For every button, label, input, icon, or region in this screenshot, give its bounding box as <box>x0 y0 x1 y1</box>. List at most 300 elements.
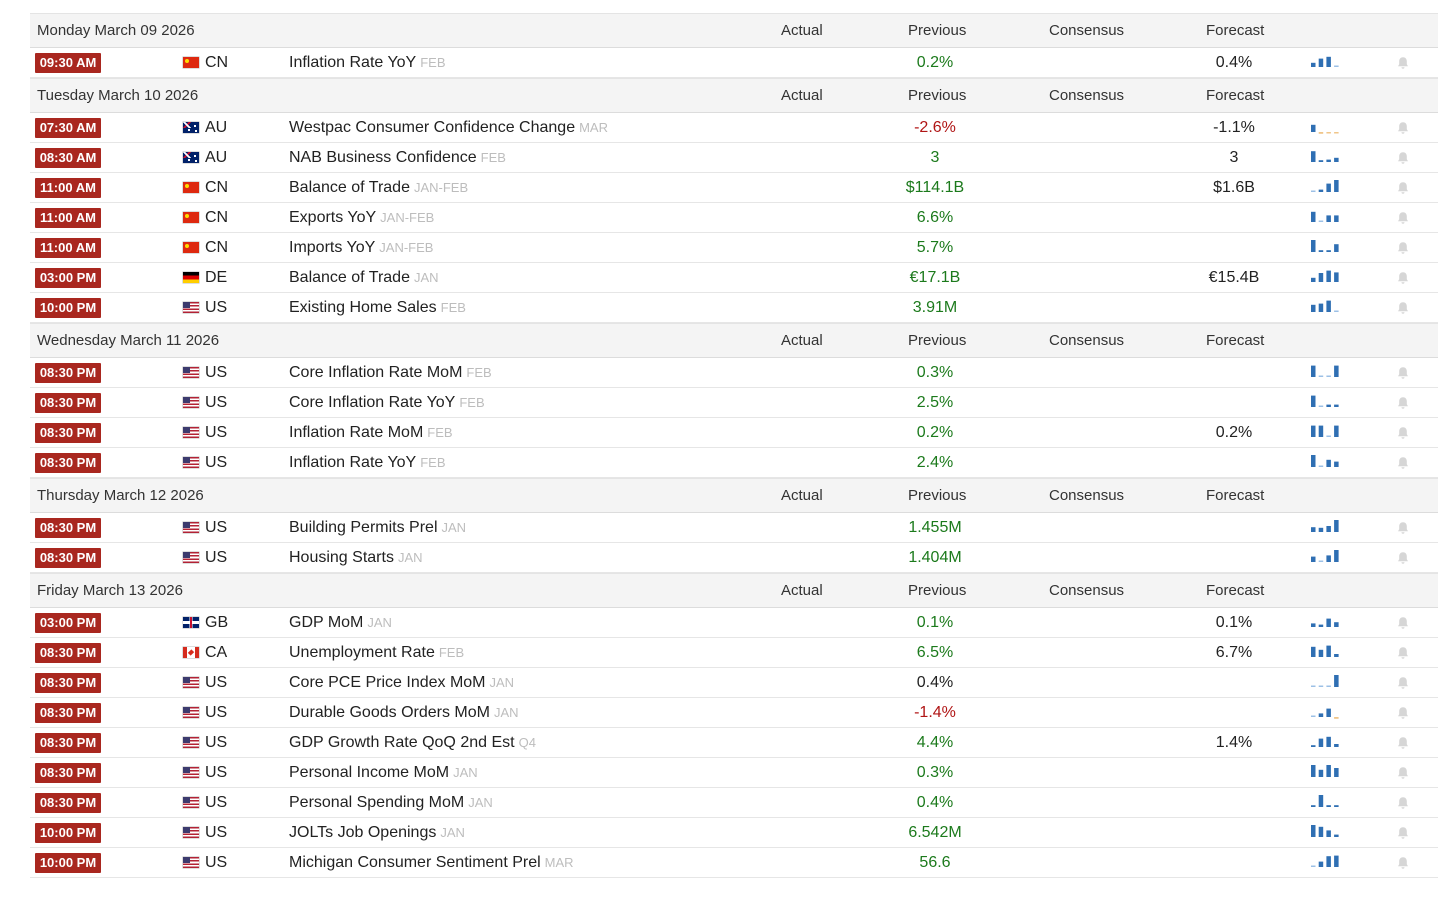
event-row <box>30 668 1438 698</box>
day-date: Wednesday March 11 2026 <box>37 332 220 349</box>
event-name-link[interactable]: GDP MoM <box>289 614 364 631</box>
previous-value: 6.5% <box>916 644 954 661</box>
previous-value: 0.3% <box>916 364 954 381</box>
forecast-value: 0.2% <box>1215 424 1253 441</box>
column-header-forecast: Forecast <box>1206 22 1265 39</box>
sparkline-bar <box>1326 250 1331 252</box>
flag-au-icon <box>183 122 199 133</box>
event-name-cell <box>289 424 453 442</box>
time-badge: 08:30 PM <box>35 763 101 783</box>
sparkline-bar <box>1326 619 1331 627</box>
flag-us-icon <box>183 737 199 748</box>
flag-au-icon <box>183 152 199 163</box>
sparkline-bar <box>1326 160 1331 162</box>
flag-cn-icon <box>183 57 199 68</box>
day-date: Friday March 13 2026 <box>37 582 183 599</box>
sparkline-bar <box>1319 561 1324 563</box>
sparkline-bar <box>1334 405 1339 407</box>
time-badge: 10:00 PM <box>35 853 101 873</box>
sparkline-chart[interactable] <box>1310 240 1340 255</box>
event-name-link[interactable]: Personal Spending MoM <box>289 794 465 811</box>
event-row <box>30 203 1438 233</box>
flag-gb-icon <box>183 617 199 628</box>
sparkline-chart[interactable] <box>1310 645 1340 660</box>
event-reference-period: FEB <box>420 55 446 70</box>
sparkline-chart[interactable] <box>1310 120 1340 135</box>
event-name-link[interactable]: Balance of Trade <box>289 269 410 286</box>
event-row <box>30 758 1438 788</box>
bell-icon[interactable] <box>1396 736 1410 750</box>
forecast-value: €15.4B <box>1208 269 1260 286</box>
event-row <box>30 608 1438 638</box>
sparkline-chart[interactable] <box>1310 735 1340 750</box>
sparkline-chart[interactable] <box>1310 210 1340 225</box>
column-header-consensus: Consensus <box>1049 22 1125 39</box>
sparkline-bar <box>1311 805 1316 807</box>
day-header <box>30 478 1438 513</box>
sparkline-bar <box>1319 650 1324 657</box>
sparkline-bar <box>1319 221 1324 223</box>
flag-us-icon <box>183 797 199 808</box>
column-header-actual: Actual <box>781 582 823 599</box>
event-reference-period: JAN <box>489 675 515 690</box>
country-code: US <box>205 549 228 566</box>
event-name-link[interactable]: Imports YoY <box>289 239 376 256</box>
event-name-cell <box>289 674 514 692</box>
time-badge: 11:00 AM <box>35 178 101 198</box>
sparkline-bar <box>1319 250 1324 252</box>
event-reference-period: JAN <box>493 705 519 720</box>
flag-us-icon <box>183 857 199 868</box>
sparkline-bar <box>1334 550 1339 562</box>
country-code: CN <box>205 209 229 226</box>
event-reference-period: FEB <box>420 455 446 470</box>
sparkline-chart[interactable] <box>1310 520 1340 535</box>
time-badge: 08:30 PM <box>35 453 101 473</box>
bell-icon[interactable] <box>1396 856 1410 870</box>
event-row <box>30 418 1438 448</box>
event-name-cell <box>289 644 464 662</box>
sparkline-bar <box>1334 66 1339 68</box>
sparkline-bar <box>1334 654 1339 657</box>
bell-icon[interactable] <box>1396 121 1410 135</box>
sparkline-bar <box>1311 396 1316 407</box>
forecast-value: 6.7% <box>1215 644 1253 661</box>
time-badge: 08:30 PM <box>35 703 101 723</box>
bell-icon[interactable] <box>1396 456 1410 470</box>
column-header-previous: Previous <box>908 582 967 599</box>
time-badge: 09:30 AM <box>35 53 101 73</box>
time-badge: 08:30 PM <box>35 548 101 568</box>
sparkline-bar <box>1334 215 1339 222</box>
sparkline-bar <box>1319 528 1324 532</box>
sparkline-bar <box>1334 462 1339 467</box>
sparkline-bar <box>1319 739 1324 747</box>
sparkline-bar <box>1334 244 1339 252</box>
sparkline-bar <box>1326 737 1331 747</box>
bell-icon[interactable] <box>1396 151 1410 165</box>
event-row <box>30 388 1438 418</box>
event-name-link[interactable]: Westpac Consumer Confidence Change <box>289 119 576 136</box>
sparkline-chart[interactable] <box>1310 675 1340 690</box>
event-reference-period: JAN <box>397 550 423 565</box>
bell-icon[interactable] <box>1396 56 1410 70</box>
sparkline-chart[interactable] <box>1310 270 1340 285</box>
event-name-cell <box>289 854 574 872</box>
sparkline-bar <box>1311 63 1316 67</box>
column-header-consensus: Consensus <box>1049 87 1125 104</box>
sparkline-bar <box>1311 455 1316 467</box>
flag-de-icon <box>183 272 199 283</box>
sparkline-bar <box>1326 376 1331 378</box>
sparkline-bar <box>1311 557 1316 562</box>
sparkline-chart[interactable] <box>1310 825 1340 840</box>
country-code: US <box>205 854 228 871</box>
bell-icon[interactable] <box>1396 766 1410 780</box>
time-badge: 11:00 AM <box>35 208 101 228</box>
sparkline-bar <box>1319 132 1324 134</box>
time-badge: 07:30 AM <box>35 118 101 138</box>
sparkline-chart[interactable] <box>1310 150 1340 165</box>
sparkline-bar <box>1319 59 1324 67</box>
sparkline-bar <box>1319 862 1324 867</box>
time-badge: 08:30 PM <box>35 733 101 753</box>
bell-icon[interactable] <box>1396 366 1410 380</box>
previous-value: 0.4% <box>916 794 954 811</box>
event-reference-period: JAN <box>441 520 467 535</box>
sparkline-bar <box>1326 184 1331 192</box>
event-name-link[interactable]: Unemployment Rate <box>289 644 435 661</box>
time-badge: 08:30 PM <box>35 518 101 538</box>
event-name-cell <box>289 209 434 227</box>
event-reference-period: JAN-FEB <box>379 240 434 255</box>
flag-us-icon <box>183 767 199 778</box>
day-header <box>30 573 1438 608</box>
sparkline-bar <box>1311 426 1316 437</box>
country-code: GB <box>205 614 229 631</box>
sparkline-bar <box>1334 622 1339 627</box>
time-badge: 08:30 AM <box>35 148 101 168</box>
event-row <box>30 543 1438 573</box>
day-header <box>30 323 1438 358</box>
sparkline-bar <box>1326 271 1331 282</box>
sparkline-bar <box>1326 526 1331 532</box>
previous-value: 0.3% <box>916 764 954 781</box>
sparkline-bar <box>1319 376 1324 378</box>
sparkline-bar <box>1334 311 1339 313</box>
event-row <box>30 143 1438 173</box>
sparkline-bar <box>1334 426 1339 437</box>
previous-value: 0.2% <box>916 424 954 441</box>
sparkline-chart[interactable] <box>1310 705 1340 720</box>
event-reference-period: FEB <box>427 425 453 440</box>
economic-calendar-table <box>30 13 1438 878</box>
event-name-cell <box>289 549 423 567</box>
column-header-actual: Actual <box>781 487 823 504</box>
country-code: US <box>205 704 228 721</box>
flag-cn-icon <box>183 182 199 193</box>
previous-value: 6.6% <box>916 209 954 226</box>
bell-icon[interactable] <box>1396 551 1410 565</box>
previous-value: 1.404M <box>908 549 962 566</box>
sparkline-bar <box>1326 646 1331 657</box>
sparkline-bar <box>1334 180 1339 192</box>
sparkline-bar <box>1319 406 1324 408</box>
event-name-cell <box>289 764 478 782</box>
event-name-cell <box>289 364 492 382</box>
sparkline-chart[interactable] <box>1310 455 1340 470</box>
sparkline-bar <box>1311 825 1316 837</box>
column-header-previous: Previous <box>908 332 967 349</box>
sparkline-chart[interactable] <box>1310 55 1340 70</box>
bell-icon[interactable] <box>1396 241 1410 255</box>
event-reference-period: FEB <box>459 395 485 410</box>
event-name-link[interactable]: JOLTs Job Openings <box>289 824 437 841</box>
bell-icon[interactable] <box>1396 796 1410 810</box>
sparkline-chart[interactable] <box>1310 795 1340 810</box>
event-name-link[interactable]: Durable Goods Orders MoM <box>289 704 490 721</box>
sparkline-bar <box>1326 805 1331 807</box>
event-row <box>30 48 1438 78</box>
flag-us-icon <box>183 367 199 378</box>
sparkline-bar <box>1334 744 1339 747</box>
sparkline-bar <box>1319 160 1324 162</box>
event-reference-period: FEB <box>480 150 506 165</box>
bell-icon[interactable] <box>1396 646 1410 660</box>
bell-icon[interactable] <box>1396 706 1410 720</box>
event-row <box>30 728 1438 758</box>
event-row <box>30 358 1438 388</box>
previous-value: -2.6% <box>914 119 956 136</box>
event-reference-period: FEB <box>440 300 466 315</box>
event-name-cell <box>289 149 506 167</box>
forecast-value: 0.1% <box>1215 614 1253 631</box>
bell-icon[interactable] <box>1396 181 1410 195</box>
bell-icon[interactable] <box>1396 426 1410 440</box>
sparkline-bar <box>1319 827 1324 837</box>
sparkline-chart[interactable] <box>1310 365 1340 380</box>
column-header-consensus: Consensus <box>1049 332 1125 349</box>
event-name-link[interactable]: Housing Starts <box>289 549 394 566</box>
sparkline-bar <box>1334 768 1339 777</box>
sparkline-chart[interactable] <box>1310 300 1340 315</box>
event-name-link[interactable]: NAB Business Confidence <box>289 149 477 166</box>
sparkline-bar <box>1326 301 1331 312</box>
country-code: US <box>205 299 228 316</box>
event-reference-period: JAN <box>468 795 493 810</box>
event-name-cell <box>289 824 465 842</box>
event-name-link[interactable]: GDP Growth Rate QoQ 2nd Est <box>289 734 515 751</box>
time-badge: 08:30 PM <box>35 643 101 663</box>
sparkline-bar <box>1334 366 1339 377</box>
sparkline-bar <box>1326 709 1331 717</box>
event-reference-period: JAN <box>367 615 392 630</box>
previous-value: €17.1B <box>909 269 961 286</box>
previous-value: 1.455M <box>908 519 962 536</box>
country-code: US <box>205 364 228 381</box>
event-row <box>30 638 1438 668</box>
column-header-consensus: Consensus <box>1049 582 1125 599</box>
sparkline-bar <box>1326 856 1331 867</box>
sparkline-bar <box>1311 686 1316 688</box>
event-name-cell <box>289 119 608 137</box>
event-reference-period: JAN <box>413 270 439 285</box>
event-row <box>30 233 1438 263</box>
country-code: CA <box>205 644 228 661</box>
bell-icon[interactable] <box>1396 396 1410 410</box>
column-header-previous: Previous <box>908 87 967 104</box>
event-name-link[interactable]: Core PCE Price Index MoM <box>289 674 486 691</box>
day-header <box>30 78 1438 113</box>
sparkline-chart[interactable] <box>1310 550 1340 565</box>
column-header-previous: Previous <box>908 487 967 504</box>
sparkline-bar <box>1311 716 1316 718</box>
sparkline-chart[interactable] <box>1310 425 1340 440</box>
event-row <box>30 113 1438 143</box>
time-badge: 08:30 PM <box>35 423 101 443</box>
column-header-forecast: Forecast <box>1206 487 1265 504</box>
event-name-link[interactable]: Core Inflation Rate YoY <box>289 394 456 411</box>
time-badge: 11:00 AM <box>35 238 101 258</box>
sparkline-bar <box>1334 158 1339 162</box>
country-code: CN <box>205 179 229 196</box>
event-name-cell <box>289 614 392 632</box>
sparkline-chart[interactable] <box>1310 395 1340 410</box>
sparkline-bar <box>1319 273 1324 282</box>
sparkline-bar <box>1334 675 1339 687</box>
sparkline-bar <box>1319 686 1324 688</box>
sparkline-bar <box>1319 426 1324 437</box>
country-code: AU <box>205 149 228 166</box>
previous-value: 5.7% <box>916 239 954 256</box>
sparkline-bar <box>1311 745 1316 747</box>
country-code: US <box>205 794 228 811</box>
event-reference-period: FEB <box>438 645 465 660</box>
event-name-link[interactable]: Michigan Consumer Sentiment Prel <box>289 854 541 871</box>
flag-us-icon <box>183 302 199 313</box>
event-name-link[interactable]: Personal Income MoM <box>289 764 450 781</box>
sparkline-bar <box>1319 795 1324 807</box>
time-badge: 10:00 PM <box>35 823 101 843</box>
event-row <box>30 698 1438 728</box>
sparkline-bar <box>1326 436 1331 438</box>
event-name-cell <box>289 269 439 287</box>
sparkline-bar <box>1319 713 1324 717</box>
previous-value: 3.91M <box>912 299 958 316</box>
previous-value: 2.4% <box>916 454 954 471</box>
event-name-cell <box>289 454 446 472</box>
country-code: US <box>205 519 228 536</box>
sparkline-bar <box>1311 765 1316 777</box>
event-reference-period: JAN <box>453 765 478 780</box>
bell-icon[interactable] <box>1396 826 1410 840</box>
previous-value: 4.4% <box>916 734 954 751</box>
flag-us-icon <box>183 707 199 718</box>
event-name-cell <box>289 734 536 752</box>
event-name-cell <box>289 519 466 537</box>
sparkline-chart[interactable] <box>1310 180 1340 195</box>
forecast-value: 0.4% <box>1215 54 1253 71</box>
sparkline-bar <box>1334 272 1339 282</box>
bell-icon[interactable] <box>1396 211 1410 225</box>
event-name-link[interactable]: Inflation Rate MoM <box>289 424 424 441</box>
country-code: CN <box>205 54 229 71</box>
event-reference-period: FEB <box>466 365 492 380</box>
country-code: US <box>205 674 228 691</box>
time-badge: 08:30 PM <box>35 673 101 693</box>
sparkline-bar <box>1311 366 1316 377</box>
event-name-link[interactable]: Balance of Trade <box>289 179 410 196</box>
country-code: DE <box>205 269 228 286</box>
sparkline-chart[interactable] <box>1310 615 1340 630</box>
flag-us-icon <box>183 552 199 563</box>
sparkline-bar <box>1319 190 1324 192</box>
bell-icon[interactable] <box>1396 676 1410 690</box>
event-name-link[interactable]: Exports YoY <box>289 209 377 226</box>
country-code: US <box>205 424 228 441</box>
column-header-actual: Actual <box>781 22 823 39</box>
country-code: CN <box>205 239 229 256</box>
sparkline-bar <box>1311 212 1316 222</box>
day-date: Thursday March 12 2026 <box>37 487 204 504</box>
sparkline-chart[interactable] <box>1310 855 1340 870</box>
previous-value: -1.4% <box>914 704 956 721</box>
previous-value: 0.1% <box>916 614 954 631</box>
event-name-link[interactable]: Inflation Rate YoY <box>289 454 417 471</box>
previous-value: 6.542M <box>908 824 962 841</box>
sparkline-bar <box>1311 191 1316 193</box>
event-name-link[interactable]: Inflation Rate YoY <box>289 54 417 71</box>
event-reference-period: JAN <box>440 825 465 840</box>
sparkline-bar <box>1334 520 1339 532</box>
previous-value: 2.5% <box>916 394 954 411</box>
flag-us-icon <box>183 427 199 438</box>
column-header-actual: Actual <box>781 87 823 104</box>
bell-icon[interactable] <box>1396 616 1410 630</box>
event-reference-period: Q4 <box>518 735 536 750</box>
column-header-forecast: Forecast <box>1206 582 1265 599</box>
time-badge: 10:00 PM <box>35 298 101 318</box>
sparkline-bar <box>1326 132 1331 134</box>
bell-icon[interactable] <box>1396 301 1410 315</box>
flag-us-icon <box>183 827 199 838</box>
sparkline-bar <box>1326 57 1331 67</box>
bell-icon[interactable] <box>1396 271 1410 285</box>
flag-us-icon <box>183 457 199 468</box>
previous-value: 0.4% <box>916 674 954 691</box>
event-name-link[interactable]: Existing Home Sales <box>289 299 437 316</box>
country-code: US <box>205 394 228 411</box>
time-badge: 08:30 PM <box>35 363 101 383</box>
flag-cn-icon <box>183 242 199 253</box>
sparkline-bar <box>1334 805 1339 807</box>
sparkline-chart[interactable] <box>1310 765 1340 780</box>
flag-ca-icon <box>183 647 199 658</box>
sparkline-bar <box>1326 555 1331 562</box>
sparkline-bar <box>1311 240 1316 252</box>
event-name-link[interactable]: Core Inflation Rate MoM <box>289 364 463 381</box>
time-badge: 08:30 PM <box>35 793 101 813</box>
country-code: US <box>205 734 228 751</box>
sparkline-bar <box>1311 527 1316 532</box>
event-name-link[interactable]: Building Permits Prel <box>289 519 438 536</box>
time-badge: 03:00 PM <box>35 268 101 288</box>
event-name-cell <box>289 794 493 812</box>
event-row <box>30 263 1438 293</box>
bell-icon[interactable] <box>1396 521 1410 535</box>
forecast-value: -1.1% <box>1213 119 1255 136</box>
sparkline-bar <box>1334 132 1339 134</box>
